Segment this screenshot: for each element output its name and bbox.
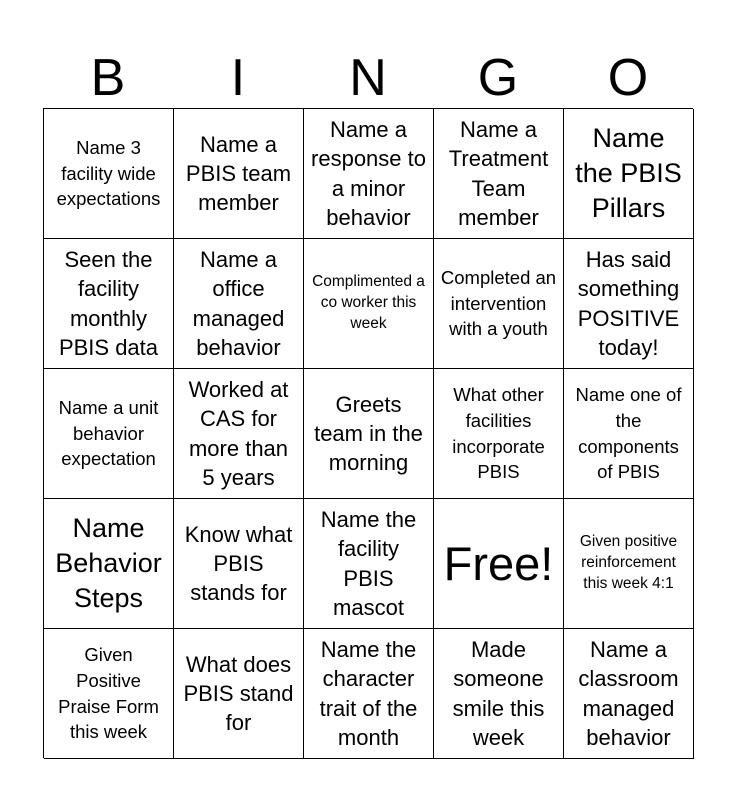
cell-text: Name a PBIS team member bbox=[185, 131, 292, 216]
bingo-cell[interactable] bbox=[174, 629, 304, 759]
bingo-cell[interactable] bbox=[44, 239, 174, 369]
bingo-cell[interactable] bbox=[564, 499, 694, 629]
bingo-cell[interactable] bbox=[304, 629, 434, 759]
bingo-cell[interactable] bbox=[434, 109, 564, 239]
bingo-cell[interactable] bbox=[564, 239, 694, 369]
bingo-cell[interactable] bbox=[174, 239, 304, 369]
cell-text: Given positive reinforcement this week 4:1 bbox=[579, 533, 678, 592]
cell-text: Name the facility PBIS mascot bbox=[320, 507, 417, 620]
cell-text: Name Behavior Steps bbox=[55, 512, 162, 614]
bingo-cell[interactable] bbox=[434, 369, 564, 499]
header-letter-g: G bbox=[477, 49, 519, 107]
bingo-cell[interactable] bbox=[174, 369, 304, 499]
cell-text: Has said something POSITIVE today! bbox=[577, 247, 680, 360]
cell-text: Complimented a co worker this week bbox=[312, 273, 425, 332]
cell-text: Completed an intervention with a youth bbox=[440, 267, 557, 340]
bingo-cell[interactable] bbox=[304, 109, 434, 239]
header-letter-o: O bbox=[607, 49, 649, 107]
bingo-cell[interactable] bbox=[174, 499, 304, 629]
bingo-cell[interactable] bbox=[564, 629, 694, 759]
bingo-board bbox=[43, 108, 693, 758]
cell-text: Name 3 facility wide expectations bbox=[56, 137, 161, 210]
bingo-cell[interactable] bbox=[304, 239, 434, 369]
header-letter-i: I bbox=[230, 49, 246, 107]
bingo-cell[interactable] bbox=[44, 629, 174, 759]
cell-text: Name a Treatment Team member bbox=[448, 117, 549, 230]
header-letter-b: B bbox=[90, 49, 126, 107]
cell-text: Name a classroom managed behavior bbox=[578, 637, 679, 750]
cell-text: Name a response to a minor behavior bbox=[311, 117, 426, 230]
bingo-cell[interactable] bbox=[304, 369, 434, 499]
cell-text: Given Positive Praise Form this week bbox=[58, 644, 159, 743]
cell-text: What other facilities incorporate PBIS bbox=[452, 384, 545, 483]
bingo-cell[interactable] bbox=[564, 109, 694, 239]
bingo-cell[interactable] bbox=[44, 499, 174, 629]
free-space-cell[interactable] bbox=[434, 499, 564, 629]
cell-text: Made someone smile this week bbox=[452, 637, 545, 750]
header-letter-n: N bbox=[349, 49, 387, 107]
cell-text: Free! bbox=[443, 536, 554, 590]
cell-text: Worked at CAS for more than 5 years bbox=[188, 377, 289, 490]
cell-text: What does PBIS stand for bbox=[183, 651, 294, 736]
bingo-cell[interactable] bbox=[434, 629, 564, 759]
bingo-cell[interactable] bbox=[174, 109, 304, 239]
bingo-cell[interactable] bbox=[434, 239, 564, 369]
cell-text: Name a office managed behavior bbox=[192, 247, 285, 360]
bingo-cell[interactable] bbox=[44, 109, 174, 239]
cell-text: Greets team in the morning bbox=[314, 391, 423, 476]
cell-text: Name the PBIS Pillars bbox=[575, 122, 682, 224]
bingo-header bbox=[43, 44, 693, 108]
cell-text: Name one of the components of PBIS bbox=[575, 384, 682, 483]
cell-text: Name a unit behavior expectation bbox=[58, 397, 159, 470]
cell-text: Name the character trait of the month bbox=[319, 637, 418, 750]
cell-text: Seen the facility monthly PBIS data bbox=[58, 247, 159, 360]
cell-text: Know what PBIS stands for bbox=[184, 521, 293, 606]
bingo-cell[interactable] bbox=[44, 369, 174, 499]
bingo-cell[interactable] bbox=[564, 369, 694, 499]
bingo-cell[interactable] bbox=[304, 499, 434, 629]
